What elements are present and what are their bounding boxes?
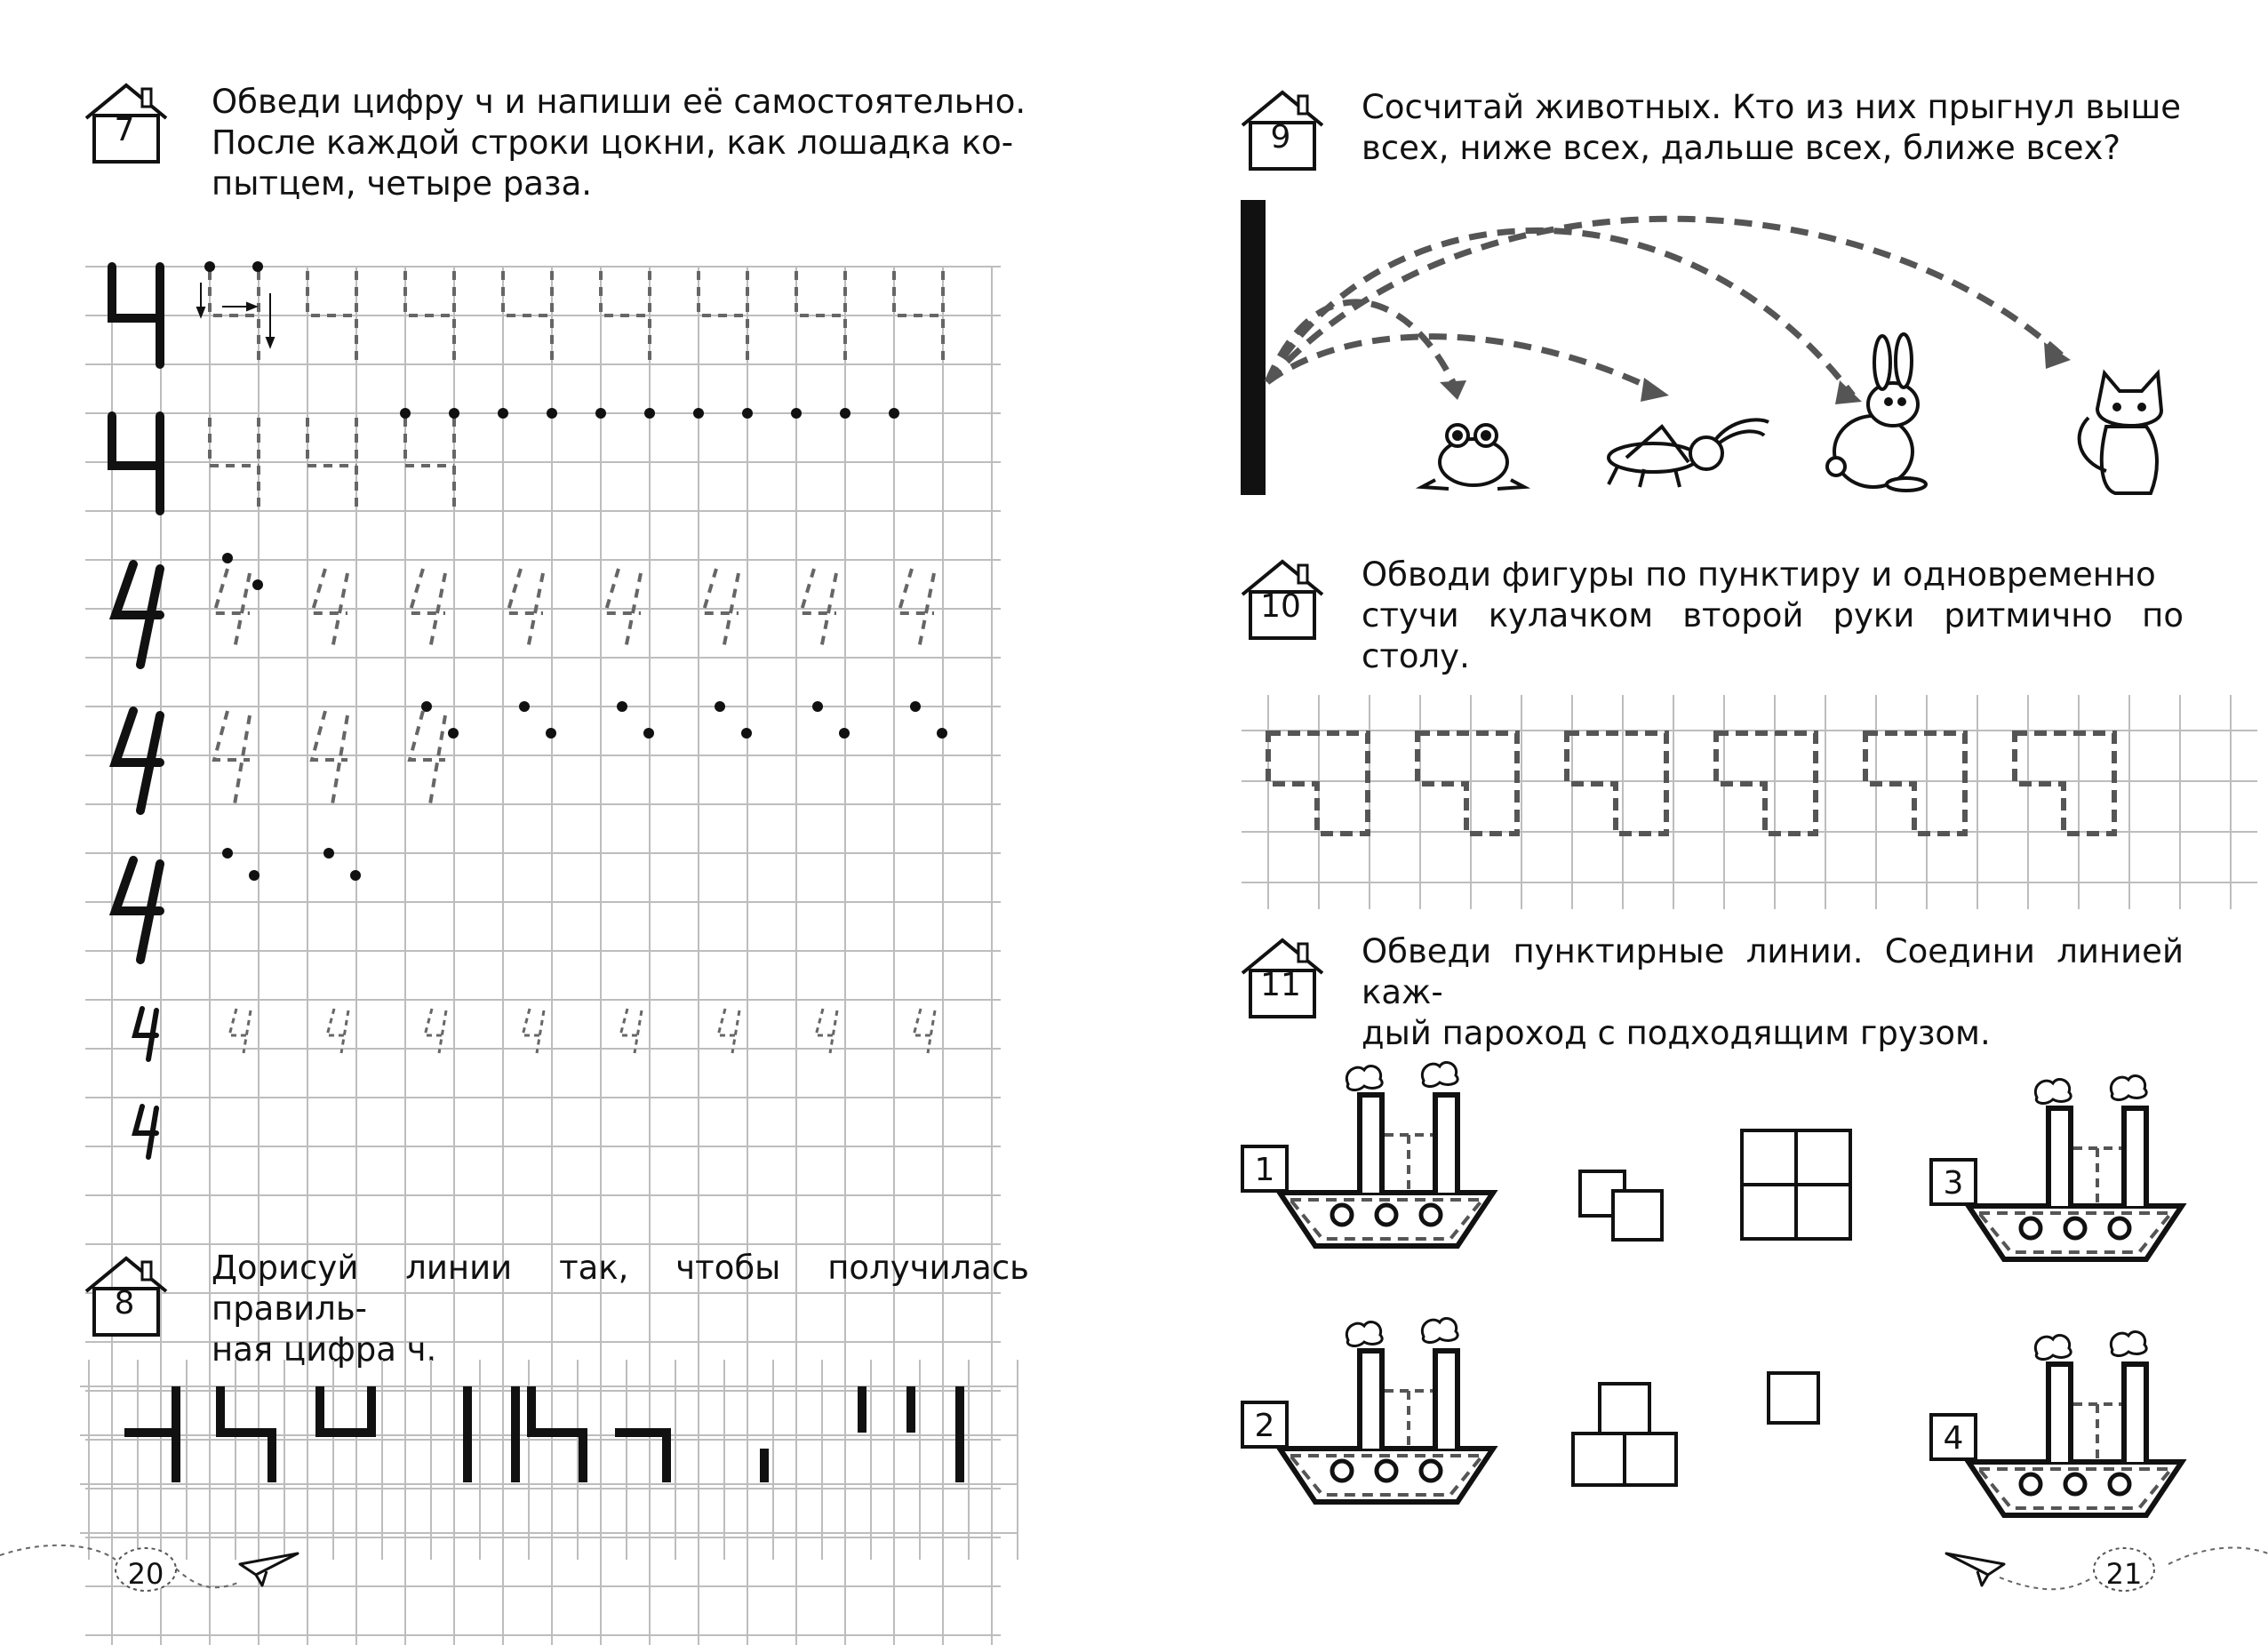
task-8-line-1: Дорисуй линии так, чтобы получилась правиль- — [212, 1249, 1029, 1328]
cargo-pyramid — [1600, 1384, 1649, 1433]
task-11-line-2: дый пароход с подходящим грузом. — [1362, 1014, 1991, 1052]
task-9-line-2: всех, ниже всех, дальше всех, ближе всех? — [1362, 129, 2120, 167]
task-10-number: 10 — [1260, 588, 1301, 625]
steamboat-icon — [1969, 1331, 2182, 1515]
task-11-number: 11 — [1260, 967, 1301, 1003]
task-10-line-1: Обводи фигуры по пунктиру и одновременно — [1362, 555, 2156, 594]
task-9-number: 9 — [1270, 119, 1291, 156]
task-7-number: 7 — [114, 112, 135, 148]
task-10-line-2: стучи кулачком второй руки ритмично по столу. — [1362, 596, 2184, 675]
cargo-single-square — [1769, 1373, 1818, 1423]
left-page-number: 20 — [127, 1557, 164, 1591]
task-11-line-1: Обведи пунктирные линии. Соедини линией каж- — [1362, 932, 2184, 1011]
steamboat-icon — [1280, 1318, 1493, 1502]
right-page-number: 21 — [2105, 1557, 2143, 1591]
task-8-number: 8 — [114, 1285, 135, 1322]
task-8-line-2: ная цифра ч. — [212, 1330, 437, 1369]
steamboat-icon — [1280, 1062, 1493, 1246]
ship-1-label[interactable]: 1 — [1254, 1152, 1275, 1188]
task-9-line-1: Сосчитай животных. Кто из них прыгнул выше — [1362, 88, 2182, 126]
task-7-line-2: После каждой строки цокни, как лошадка ко- — [212, 124, 1014, 162]
ship-3-label[interactable]: 3 — [1943, 1165, 1964, 1202]
steamboat-icon — [1969, 1075, 2182, 1259]
task-7-line-1: Обведи цифру ч и напиши её самостоятельно. — [212, 83, 1026, 121]
ship-4-label[interactable]: 4 — [1943, 1420, 1964, 1457]
cargo-items — [1573, 1130, 1850, 1485]
task-7-line-3: пытцем, четыре раза. — [212, 164, 593, 203]
ship-2-label[interactable]: 2 — [1254, 1408, 1275, 1444]
